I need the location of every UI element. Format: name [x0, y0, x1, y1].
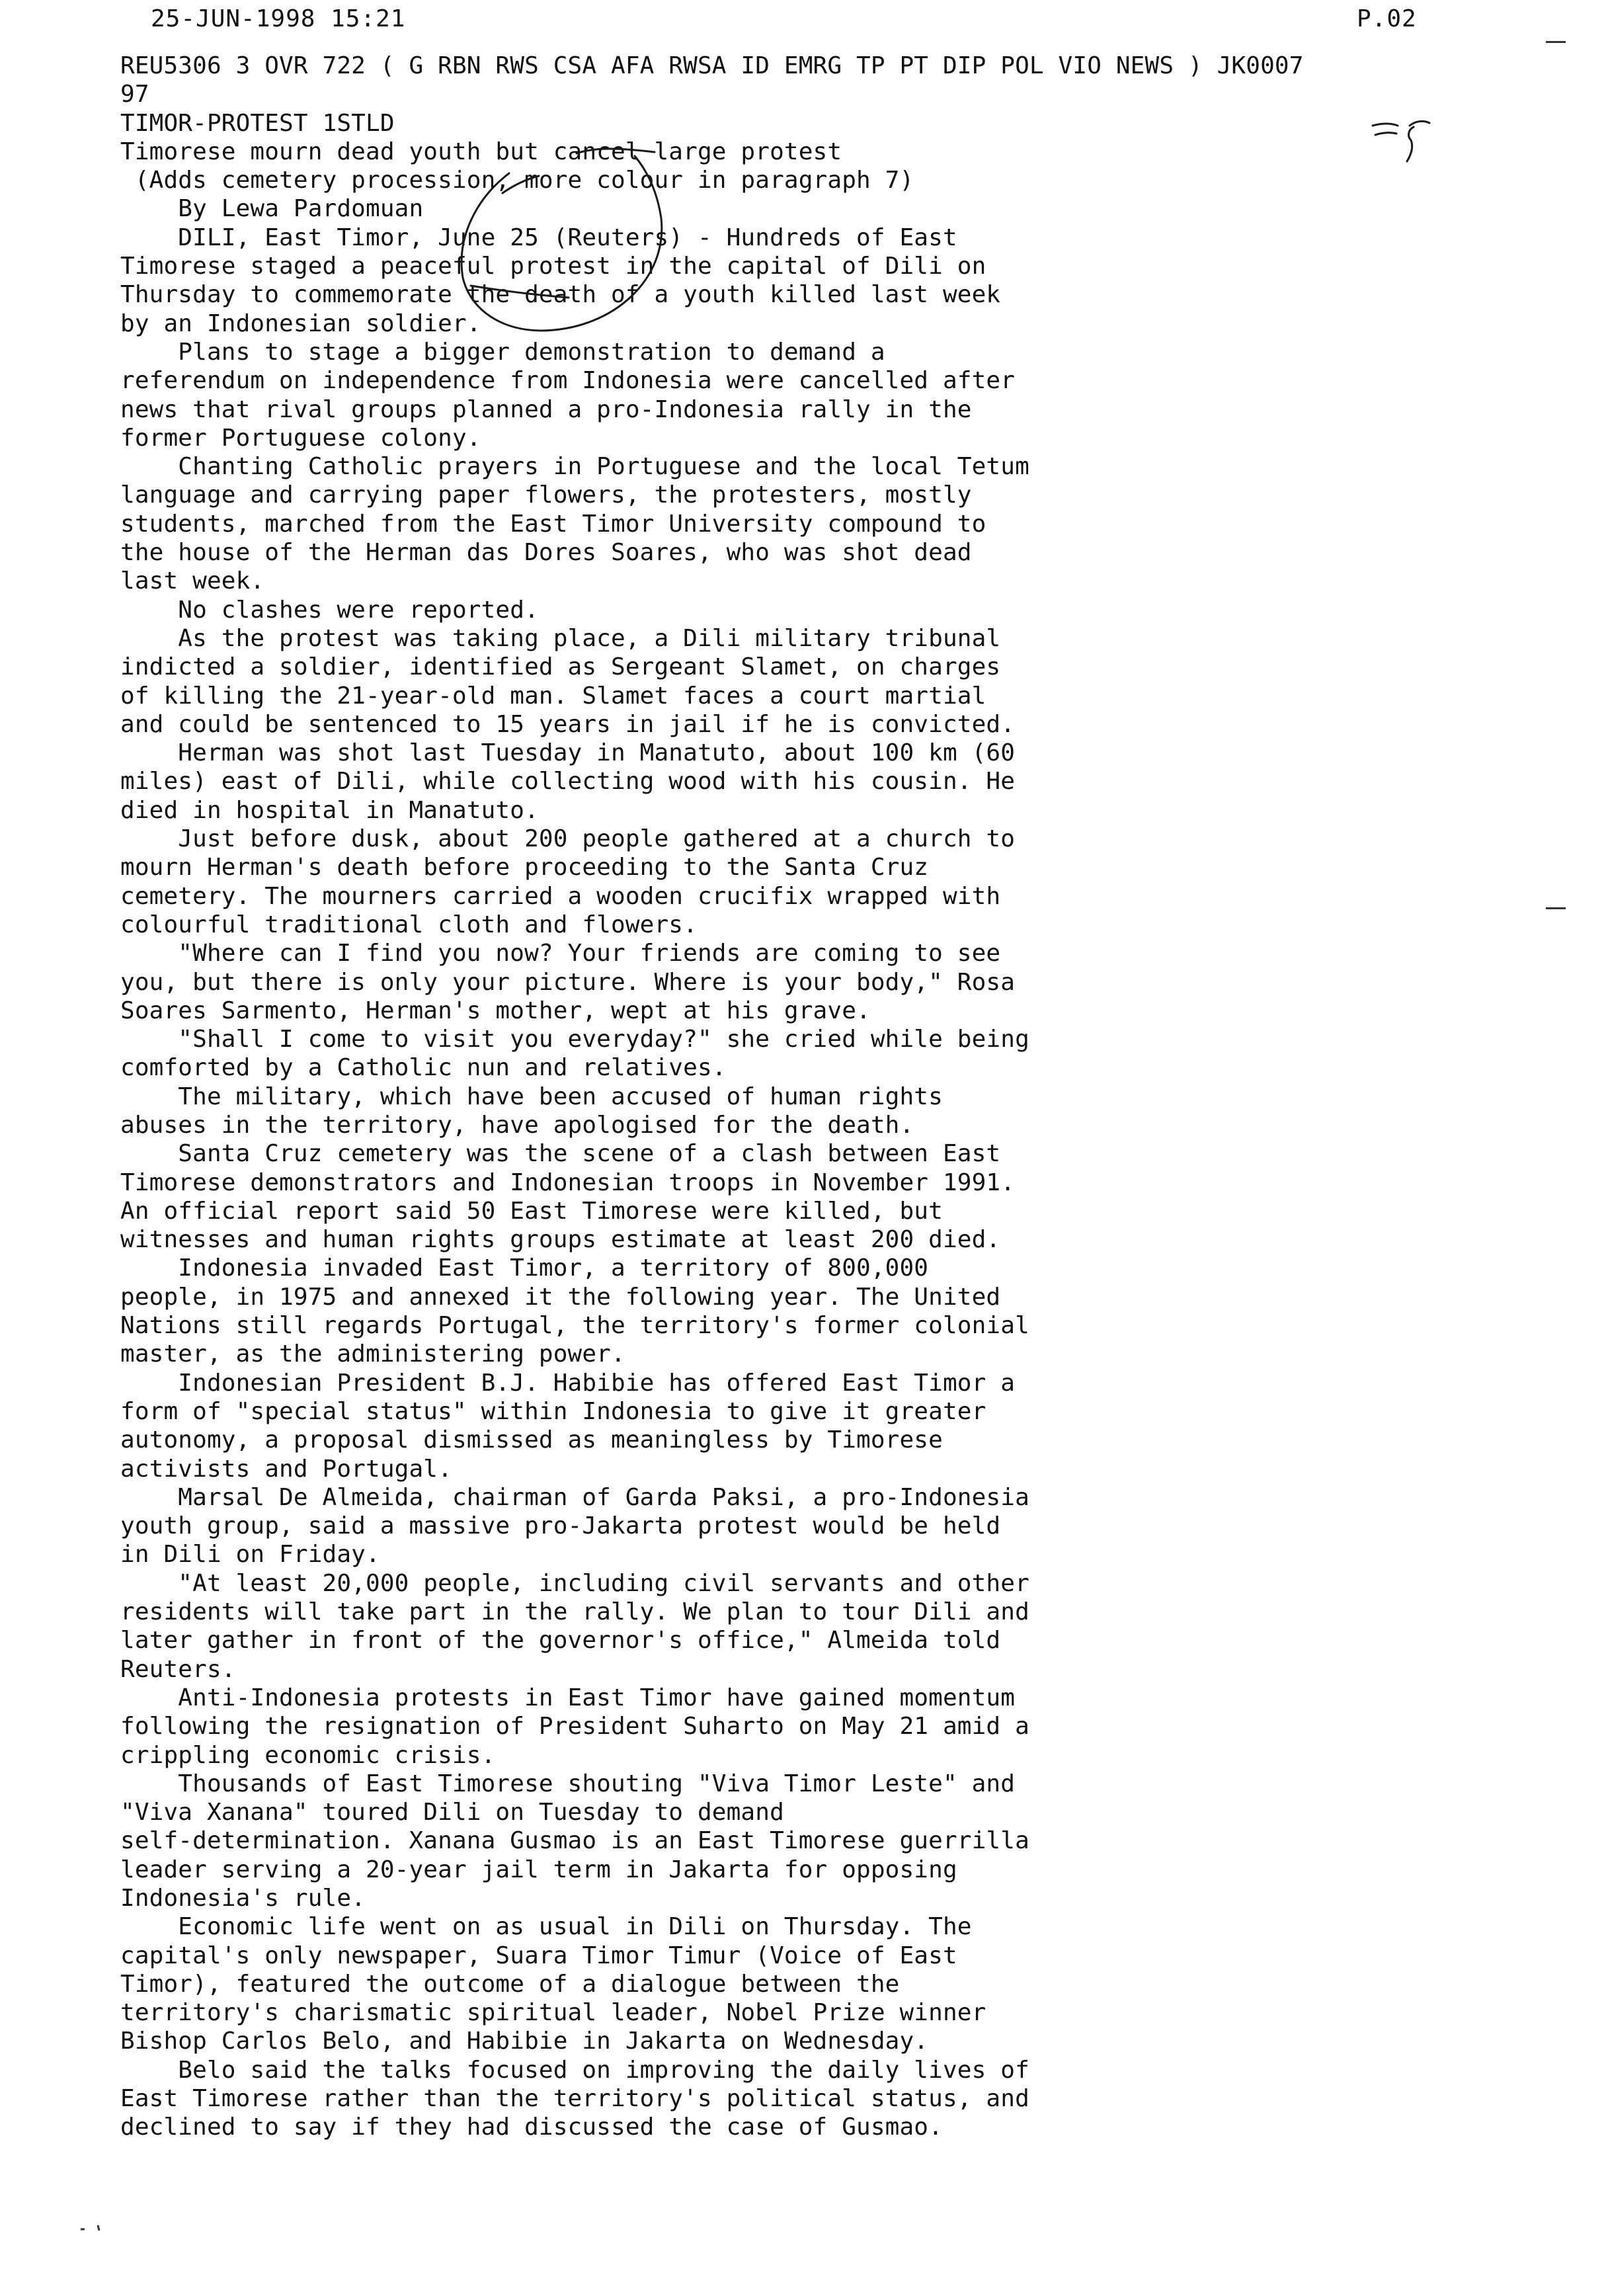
- wire-routing-continuation: 97: [120, 81, 149, 108]
- story-text-line: of killing the 21-year-old man. Slamet faces a court martial: [120, 682, 986, 710]
- story-text-line: residents will take part in the rally. We plan to tour Dili and: [120, 1598, 1029, 1626]
- fax-datetime: 25-JUN-1998 15:21: [151, 5, 406, 32]
- story-text-line: witnesses and human rights groups estimate at least 200 died.: [120, 1226, 1001, 1254]
- story-text-line: Timorese staged a peaceful protest in the capital of Dili on: [120, 253, 986, 280]
- story-text-line: died in hospital in Manatuto.: [120, 796, 539, 824]
- wire-story: [120, 52, 1575, 2142]
- story-text-line: Indonesian President B.J. Habibie has offered East Timor a: [120, 1369, 1016, 1397]
- story-text-line: Timorese demonstrators and Indonesian troops in November 1991.: [120, 1168, 1016, 1196]
- story-text-line: abuses in the territory, have apologised for the death.: [120, 1111, 914, 1139]
- subhead: (Adds cemetery procession, more colour in paragraph 7): [120, 167, 914, 194]
- story-text-line: master, as the administering power.: [120, 1340, 625, 1368]
- story-text-line: Just before dusk, about 200 people gathered at a church to: [120, 825, 1016, 853]
- story-text-line: and could be sentenced to 15 years in jail if he is convicted.: [120, 710, 1016, 738]
- margin-tick: [1546, 41, 1566, 43]
- story-text-line: form of "special status" within Indonesia to give it greater: [120, 1397, 986, 1425]
- story-text-line: Santa Cruz cemetery was the scene of a clash between East: [120, 1140, 1001, 1168]
- story-text-line: Economic life went on as usual in Dili on Thursday. The: [120, 1913, 972, 1941]
- story-text-line: Marsal De Almeida, chairman of Garda Paksi, a pro-Indonesia: [120, 1483, 1029, 1511]
- story-text-line: the house of the Herman das Dores Soares, who was shot dead: [120, 539, 972, 567]
- story-text-line: Indonesia's rule.: [120, 1885, 366, 1912]
- story-text-line: Anti-Indonesia protests in East Timor have gained momentum: [120, 1684, 1016, 1711]
- story-text-line: leader serving a 20-year jail term in Jakarta for opposing: [120, 1856, 957, 1883]
- story-text-line: As the protest was taking place, a Dili military tribunal: [120, 624, 1001, 652]
- story-text-line: mourn Herman's death before proceeding to the Santa Cruz: [120, 854, 929, 882]
- story-text-line: declined to say if they had discussed the case of Gusmao.: [120, 2113, 943, 2141]
- story-text-line: in Dili on Friday.: [120, 1541, 380, 1569]
- byline: By Lewa Pardomuan: [120, 195, 424, 223]
- story-text-line: Bishop Carlos Belo, and Habibie in Jakarta on Wednesday.: [120, 2028, 929, 2055]
- fax-page-number: P.02: [1357, 5, 1417, 32]
- story-text-line: self-determination. Xanana Gusmao is an East Timorese guerrilla: [120, 1827, 1029, 1855]
- story-text-line: following the resignation of President Suharto on May 21 amid a: [120, 1713, 1029, 1741]
- story-text-line: "Shall I come to visit you everyday?" she cried while being: [120, 1026, 1029, 1053]
- story-text-line: youth group, said a massive pro-Jakarta protest would be held: [120, 1512, 1001, 1540]
- fax-header: [0, 5, 1608, 38]
- scan-artifact-mark: [79, 2217, 106, 2236]
- story-text-line: Timor), featured the outcome of a dialogue between the: [120, 1970, 900, 1998]
- story-text-line: news that rival groups planned a pro-Indonesia rally in the: [120, 395, 972, 423]
- story-text-line: No clashes were reported.: [120, 596, 539, 624]
- story-text-line: Thousands of East Timorese shouting "Viva Timor Leste" and: [120, 1770, 1016, 1797]
- story-text-line: Reuters.: [120, 1655, 236, 1683]
- story-text-line: former Portuguese colony.: [120, 424, 481, 452]
- story-text-line: Belo said the talks focused on improving the daily lives of: [120, 2056, 1029, 2084]
- story-text-line: colourful traditional cloth and flowers.: [120, 911, 698, 938]
- story-text-line: people, in 1975 and annexed it the following year. The United: [120, 1283, 1001, 1311]
- story-text-line: activists and Portugal.: [120, 1455, 452, 1483]
- story-text-line: Plans to stage a bigger demonstration to demand a: [120, 338, 885, 366]
- story-text-line: Thursday to commemorate the death of a youth killed last week: [120, 281, 1001, 309]
- story-text-line: "Where can I find you now? Your friends are coming to see: [120, 940, 1001, 967]
- story-slug: TIMOR-PROTEST 1STLD: [120, 109, 395, 137]
- story-text-line: language and carrying paper flowers, the protesters, mostly: [120, 481, 972, 509]
- story-text-line: indicted a soldier, identified as Sergeant Slamet, on charges: [120, 653, 1001, 681]
- story-body: [120, 224, 1575, 2142]
- story-text-line: crippling economic crisis.: [120, 1741, 496, 1769]
- story-text-line: East Timorese rather than the territory's political status, and: [120, 2085, 1029, 2113]
- story-text-line: students, marched from the East Timor University compound to: [120, 510, 986, 538]
- story-text-line: miles) east of Dili, while collecting wood with his cousin. He: [120, 768, 1016, 796]
- story-text-line: DILI, East Timor, June 25 (Reuters) - Hundreds of East: [120, 224, 957, 251]
- story-text-line: by an Indonesian soldier.: [120, 309, 481, 337]
- story-text-line: An official report said 50 East Timorese were killed, but: [120, 1197, 943, 1225]
- story-text-line: you, but there is only your picture. Where is your body," Rosa: [120, 968, 1016, 996]
- story-text-line: Chanting Catholic prayers in Portuguese and the local Tetum: [120, 453, 1029, 481]
- story-text-line: "At least 20,000 people, including civil servants and other: [120, 1569, 1029, 1597]
- story-text-line: cemetery. The mourners carried a wooden crucifix wrapped with: [120, 882, 1001, 910]
- story-text-line: Nations still regards Portugal, the territory's former colonial: [120, 1312, 1029, 1340]
- story-text-line: comforted by a Catholic nun and relatives.: [120, 1054, 727, 1082]
- story-text-line: autonomy, a proposal dismissed as meaningless by Timorese: [120, 1426, 943, 1454]
- story-text-line: Herman was shot last Tuesday in Manatuto, about 100 km (60: [120, 739, 1016, 767]
- story-text-line: last week.: [120, 567, 265, 595]
- story-text-line: territory's charismatic spiritual leader, Nobel Prize winner: [120, 1999, 986, 2027]
- story-text-line: later gather in front of the governor's office," Almeida told: [120, 1627, 1001, 1655]
- wire-routing-line: REU5306 3 OVR 722 ( G RBN RWS CSA AFA RWSA ID EMRG TP PT DIP POL VIO NEWS ) JK0007: [120, 52, 1304, 79]
- story-text-line: referendum on independence from Indonesia were cancelled after: [120, 367, 1016, 395]
- story-text-line: capital's only newspaper, Suara Timor Timur (Voice of East: [120, 1942, 957, 1969]
- headline: Timorese mourn dead youth but cancel large protest: [120, 138, 842, 165]
- story-text-line: "Viva Xanana" toured Dili on Tuesday to demand: [120, 1799, 784, 1826]
- story-text-line: The military, which have been accused of human rights: [120, 1083, 943, 1110]
- handwritten-initials-mark: [1367, 114, 1440, 167]
- story-text-line: Indonesia invaded East Timor, a territory of 800,000: [120, 1254, 929, 1282]
- story-text-line: Soares Sarmento, Herman's mother, wept at his grave.: [120, 997, 871, 1024]
